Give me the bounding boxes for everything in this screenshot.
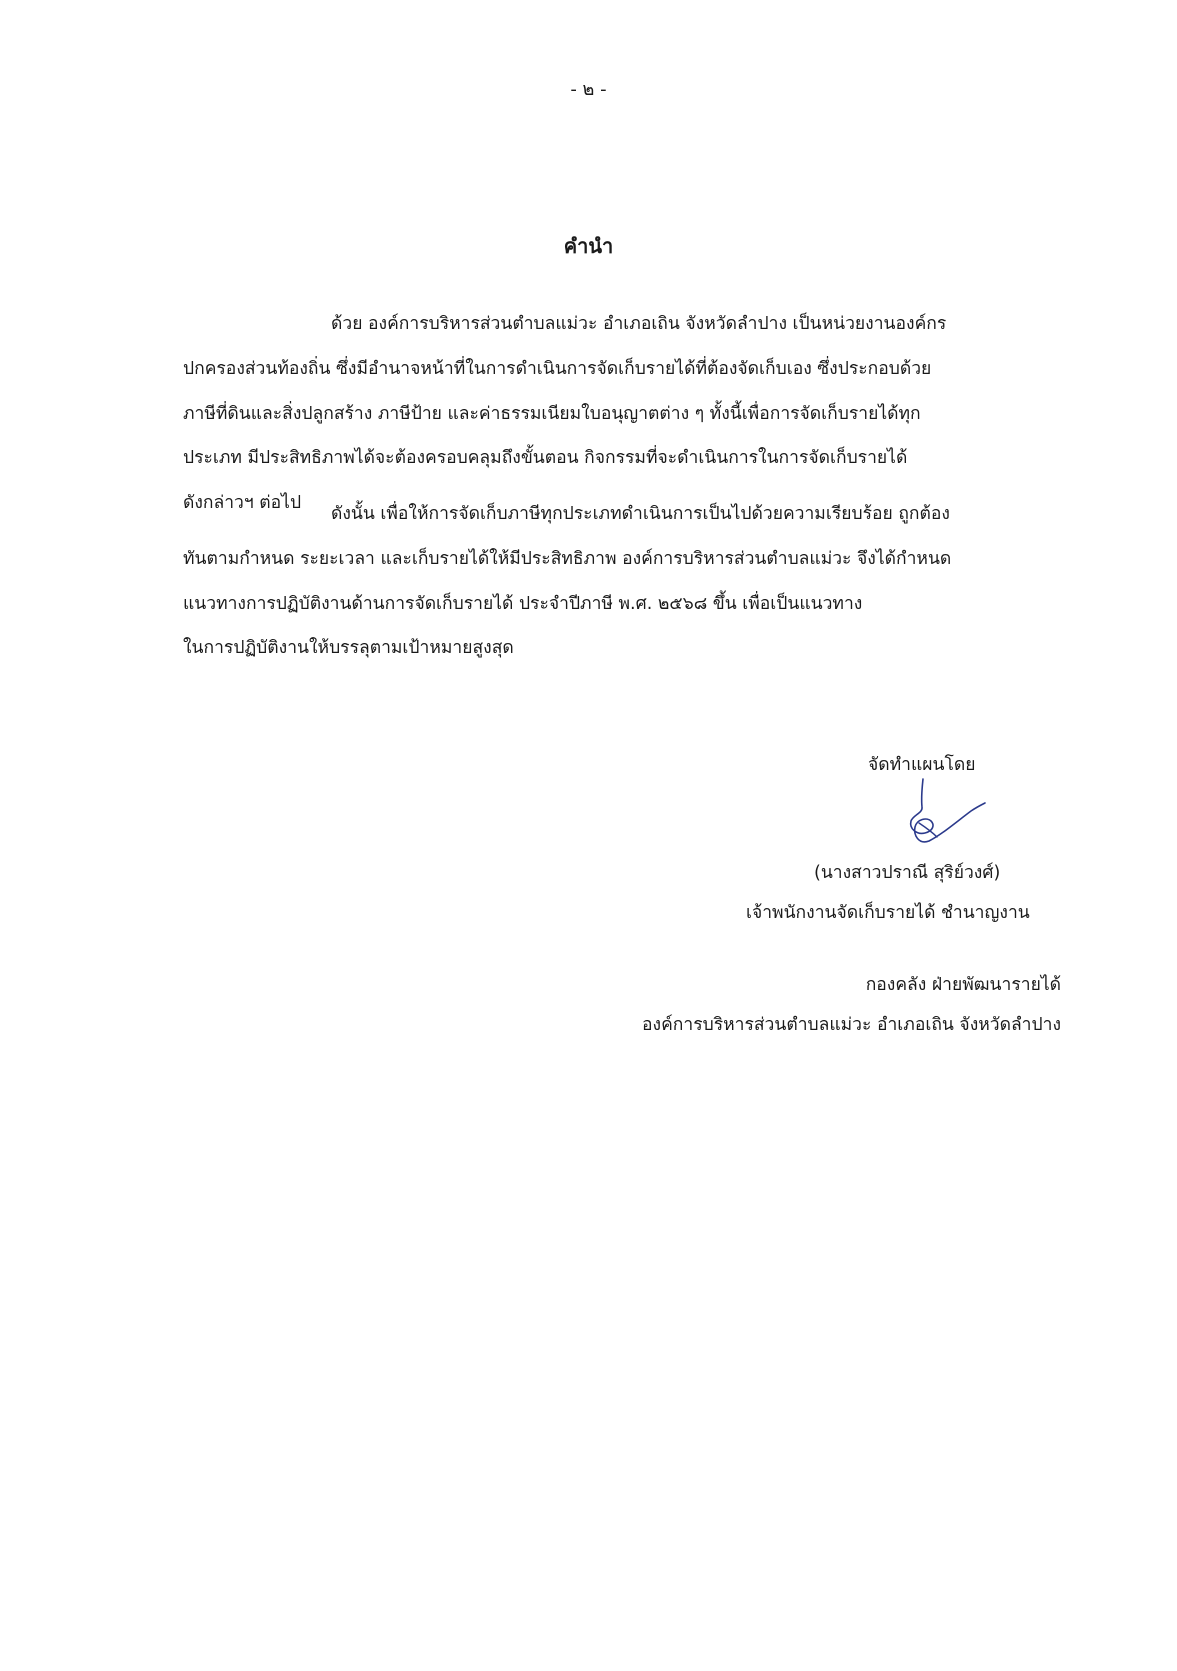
signer-position: เจ้าพนักงานจัดเก็บรายได้ ชำนาญงาน <box>746 903 1030 923</box>
paragraph-line: ในการปฏิบัติงานให้บรรลุตามเป้าหมายสูงสุด <box>183 638 514 659</box>
paragraph-2 <box>183 492 1063 671</box>
paragraph-line: ภาษีที่ดินและสิ่งปลูกสร้าง ภาษีป้าย และค่าธรรมเนียมใบอนุญาตต่าง ๆ ทั้งนี้เพื่อการจัดเก็บรายได้ทุก <box>183 403 921 424</box>
prepared-by-label: จัดทำแผนโดย <box>868 755 976 775</box>
handwritten-signature <box>895 775 995 855</box>
paragraph-line: ดังนั้น เพื่อให้การจัดเก็บภาษีทุกประเภทดำเนินการเป็นไปด้วยความเรียบร้อย ถูกต้อง <box>331 504 950 524</box>
department: กองคลัง ฝ่ายพัฒนารายได้ <box>865 975 1061 995</box>
paragraph-line: ด้วย องค์การบริหารส่วนตำบลแม่วะ อำเภอเถิน จังหวัดลำปาง เป็นหน่วยงานองค์กร <box>331 314 947 334</box>
paragraph-line: แนวทางการปฏิบัติงานด้านการจัดเก็บรายได้ ประจำปีภาษี พ.ศ. ๒๕๖๘ ขึ้น เพื่อเป็นแนวทาง <box>183 593 863 614</box>
paragraph-line: ทันตามกำหนด ระยะเวลา และเก็บรายได้ให้มีประสิทธิภาพ องค์การบริหารส่วนตำบลแม่วะ จึงได้กำหนด <box>183 548 952 569</box>
paragraph-line: ปกครองส่วนท้องถิ่น ซึ่งมีอำนาจหน้าที่ในการดำเนินการจัดเก็บรายได้ที่ต้องจัดเก็บเอง ซึ่งประกอบด้วย <box>183 358 932 379</box>
page-number: - ๒ - <box>570 79 607 100</box>
paragraph-line: ประเภท มีประสิทธิภาพได้จะต้องครอบคลุมถึงขั้นตอน กิจกรรมที่จะดำเนินการในการจัดเก็บรายได้ <box>183 448 908 469</box>
paragraph-line: ดังกล่าวฯ ต่อไป <box>183 493 302 514</box>
page-title: คำนำ <box>563 234 614 258</box>
organization: องค์การบริหารส่วนตำบลแม่วะ อำเภอเถิน จังหวัดลำปาง <box>642 1015 1061 1035</box>
signer-name: (นางสาวปราณี สุริย์วงศ์) <box>814 863 1001 883</box>
